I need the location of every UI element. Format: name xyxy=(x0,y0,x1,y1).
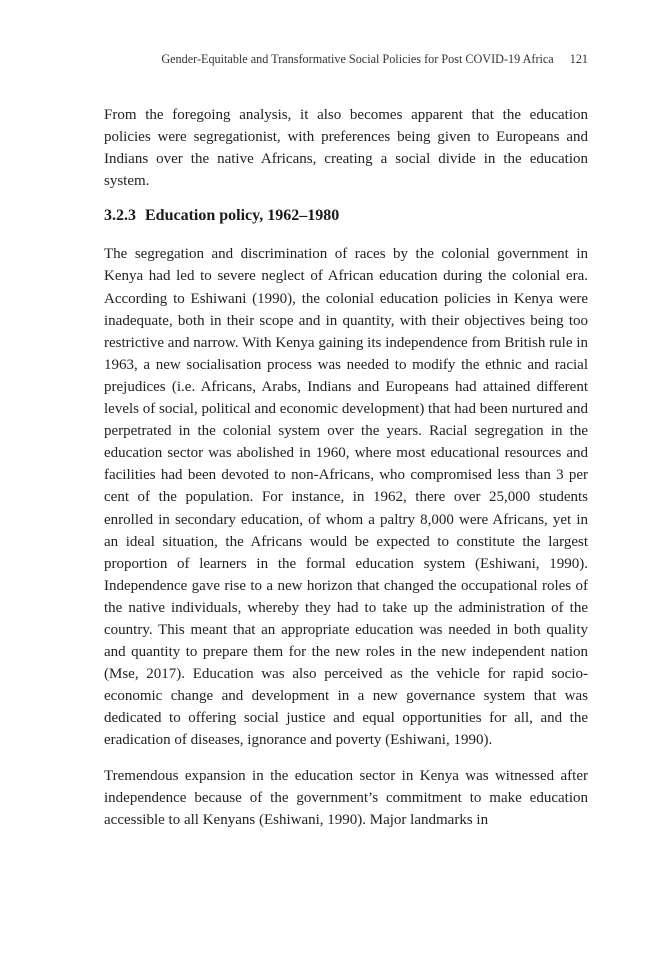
paragraph-intro: From the foregoing analysis, it also becomes apparent that the education policies were segregationist, with preferences being given to Europeans and Indians over the native Africans, creating a social divide in the education system. xyxy=(104,107,588,190)
page-number: 121 xyxy=(569,52,588,66)
running-header xyxy=(104,52,588,67)
section-title: Education policy, 1962–1980 xyxy=(145,207,340,225)
page-body xyxy=(104,104,588,831)
paragraph-segregation: The segregation and discrimination of races by the colonial government in Kenya had led to severe neglect of African education during the colonial era. According to Eshiwani (1990), the colonial education policies in Kenya were inadequate, both in their scope and in quantity, with their objectives being too restrictive and narrow. With Kenya gaining its independence from British rule in 1963, a new socialisation process was needed to modify the ethnic and racial prejudices (i.e. Africans, Arabs, Indians and Europeans had attained different levels of social, political and economic development) that had been nurtured and perpetrated in the colonial system over the years. Racial segregation in the education sector was abolished in 1960, where most educational resources and facilities had been devoted to non-Africans, who compromised less than 3 per cent of the population. For instance, in 1962, there over 25,000 students enrolled in secondary education, of whom a paltry 8,000 were Africans, yet in an ideal situation, the Africans would be expected to constitute the largest proportion of learners in the formal education system (Eshiwani, 1990). Independence gave rise to a new horizon that changed the occupational roles of the native individuals, whereby they had to take up the administration of the country. This meant that an appropriate education was needed in both quality and quantity to prepare them for the new roles in the new independent nation (Mse, 2017). Education was also perceived as the vehicle for rapid socio-economic change and development in a new governance system that was dedicated to offering social justice and equal opportunities for all, and the eradication of diseases, ignorance and poverty (Eshiwani, 1990). xyxy=(104,246,588,749)
section-heading xyxy=(104,205,588,227)
paragraph-expansion: Tremendous expansion in the education sector in Kenya was witnessed after independence because of the government’s commitment to make education accessible to all Kenyans (Eshiwani, 1990). Major landmarks in xyxy=(104,767,588,828)
section-number: 3.2.3 xyxy=(104,207,136,225)
running-header-title: Gender-Equitable and Transformative Social Policies for Post COVID-19 Africa xyxy=(161,52,554,66)
